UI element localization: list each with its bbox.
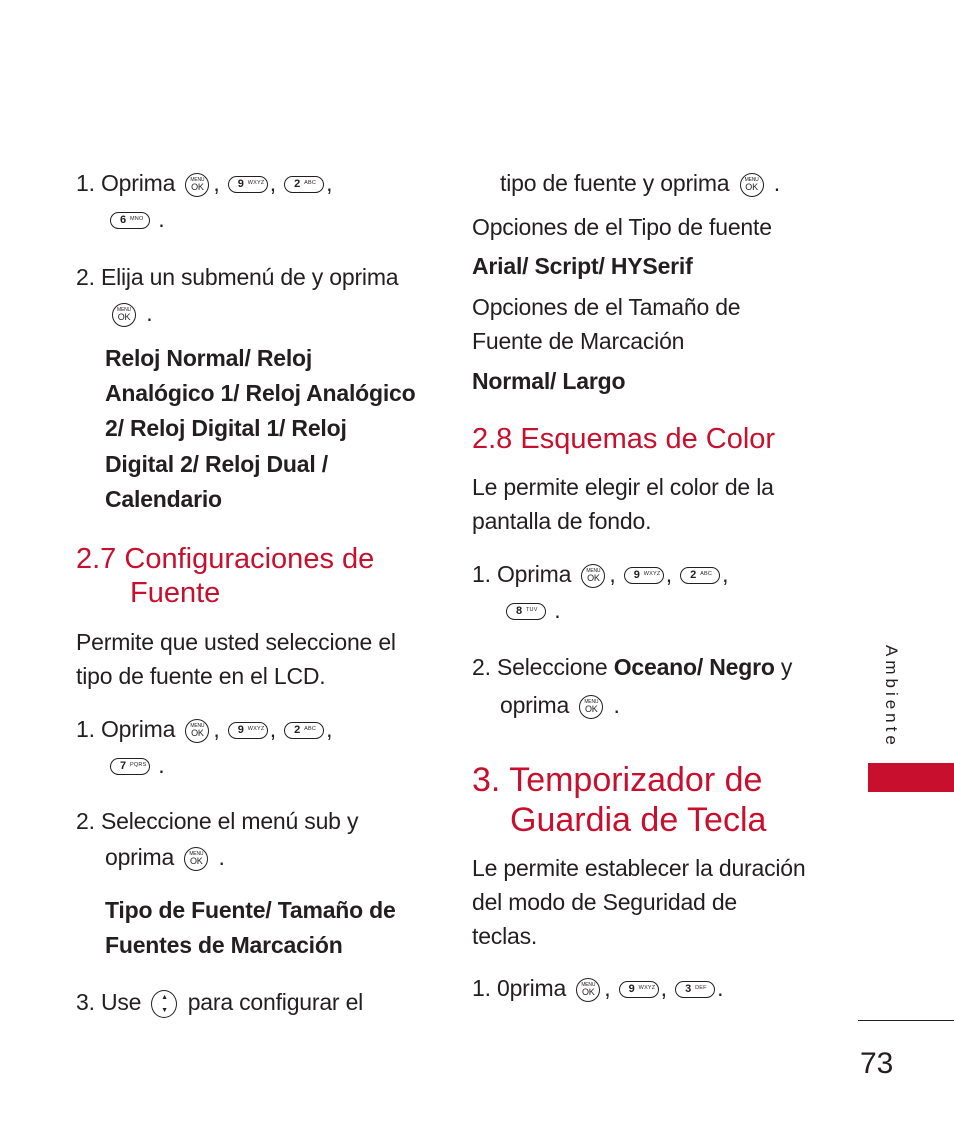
left-step-4-cont: oprima MENU OK . xyxy=(105,844,225,870)
menu-ok-key-icon: MENU OK xyxy=(740,173,764,197)
right-step-2: 2. Seleccione Oceano/ Negro y xyxy=(472,654,793,680)
left-step-4: 2. Seleccione el menú sub y xyxy=(76,808,359,834)
section-2-8-description: Le permite elegir el color de la pantalla de fondo. xyxy=(472,474,774,534)
left-step-2: 2. Elija un submenú de y oprima xyxy=(76,264,399,290)
key-2-icon: 2 ABC xyxy=(284,176,324,193)
menu-ok-key-icon: MENU OK xyxy=(184,847,208,871)
clock-options: Reloj Normal/ Reloj Analógico 1/ Reloj Analógico 2/ Reloj Digital 1/ Reloj Digital 2/ Reloj Dual / Calendario xyxy=(105,345,416,512)
right-step-2-cont: oprima MENU OK . xyxy=(500,692,620,718)
section-heading-2-8: 2.8 Esquemas de Color xyxy=(472,423,776,455)
menu-ok-key-icon: MENU OK xyxy=(576,978,600,1002)
right-step-1-cont: 8 TUV . xyxy=(504,593,560,627)
left-step-3-cont: 7 PQRS . xyxy=(108,748,164,782)
key-9-icon: 9 WXYZ xyxy=(619,981,659,998)
menu-ok-key-icon: MENU OK xyxy=(185,173,209,197)
page-number-rule xyxy=(858,1020,954,1021)
key-2-icon: 2 ABC xyxy=(284,722,324,739)
key-9-icon: 9 WXYZ xyxy=(624,567,664,584)
font-type-label: Opciones de el Tipo de fuente xyxy=(472,214,772,240)
key-2-icon: 2 ABC xyxy=(680,567,720,584)
right-step-3: 1. 0prima MENU OK , 9 WXYZ , 3 DEF . xyxy=(472,975,724,1001)
font-menu-options: Tipo de Fuente/ Tamaño de Fuentes de Marcación xyxy=(105,897,396,958)
font-size-values: Normal/ Largo xyxy=(472,368,626,394)
right-step-1: 1. Oprima MENU OK , 9 WXYZ , 2 ABC , xyxy=(472,561,729,587)
menu-ok-key-icon: MENU OK xyxy=(185,719,209,743)
left-step-2-cont: MENU OK . xyxy=(108,296,152,330)
font-type-values: Arial/ Script/ HYSerif xyxy=(472,253,693,279)
left-step-5: 3. Use ▲ ▼ para configurar el xyxy=(76,985,363,1019)
key-3-icon: 3 DEF xyxy=(675,981,715,998)
chapter-side-label: Ambiente xyxy=(882,645,901,749)
left-step-1: 1. Oprima MENU OK , 9 WXYZ , 2 ABC , xyxy=(76,170,333,196)
left-step-3: 1. Oprima MENU OK , 9 WXYZ , 2 ABC , xyxy=(76,716,333,742)
section-heading-2-7: 2.7 Configuraciones de Fuente xyxy=(76,543,375,609)
right-step-3-cont: tipo de fuente y oprima MENU OK . xyxy=(500,170,780,196)
menu-ok-key-icon: MENU OK xyxy=(112,303,136,327)
key-8-icon: 8 TUV xyxy=(506,603,546,620)
key-9-icon: 9 WXYZ xyxy=(228,176,268,193)
menu-ok-key-icon: MENU OK xyxy=(579,695,603,719)
left-step-1-cont: 6 MNO . xyxy=(108,202,164,236)
key-6-icon: 6 MNO xyxy=(110,212,150,229)
page-number: 73 xyxy=(860,1047,894,1080)
section-heading-3: 3. Temporizador de Guardia de Tecla xyxy=(472,761,767,839)
section-2-7-description: Permite que usted seleccione el tipo de fuente en el LCD. xyxy=(76,629,396,689)
navigation-key-icon: ▲ ▼ xyxy=(151,990,177,1018)
menu-ok-key-icon: MENU OK xyxy=(581,564,605,588)
key-9-icon: 9 WXYZ xyxy=(228,722,268,739)
key-7-icon: 7 PQRS xyxy=(110,758,150,775)
section-3-description: Le permite establecer la duración del modo de Seguridad de teclas. xyxy=(472,855,806,949)
font-size-label: Opciones de el Tamaño de Fuente de Marcación xyxy=(472,294,741,354)
chapter-tab-marker xyxy=(868,763,954,792)
